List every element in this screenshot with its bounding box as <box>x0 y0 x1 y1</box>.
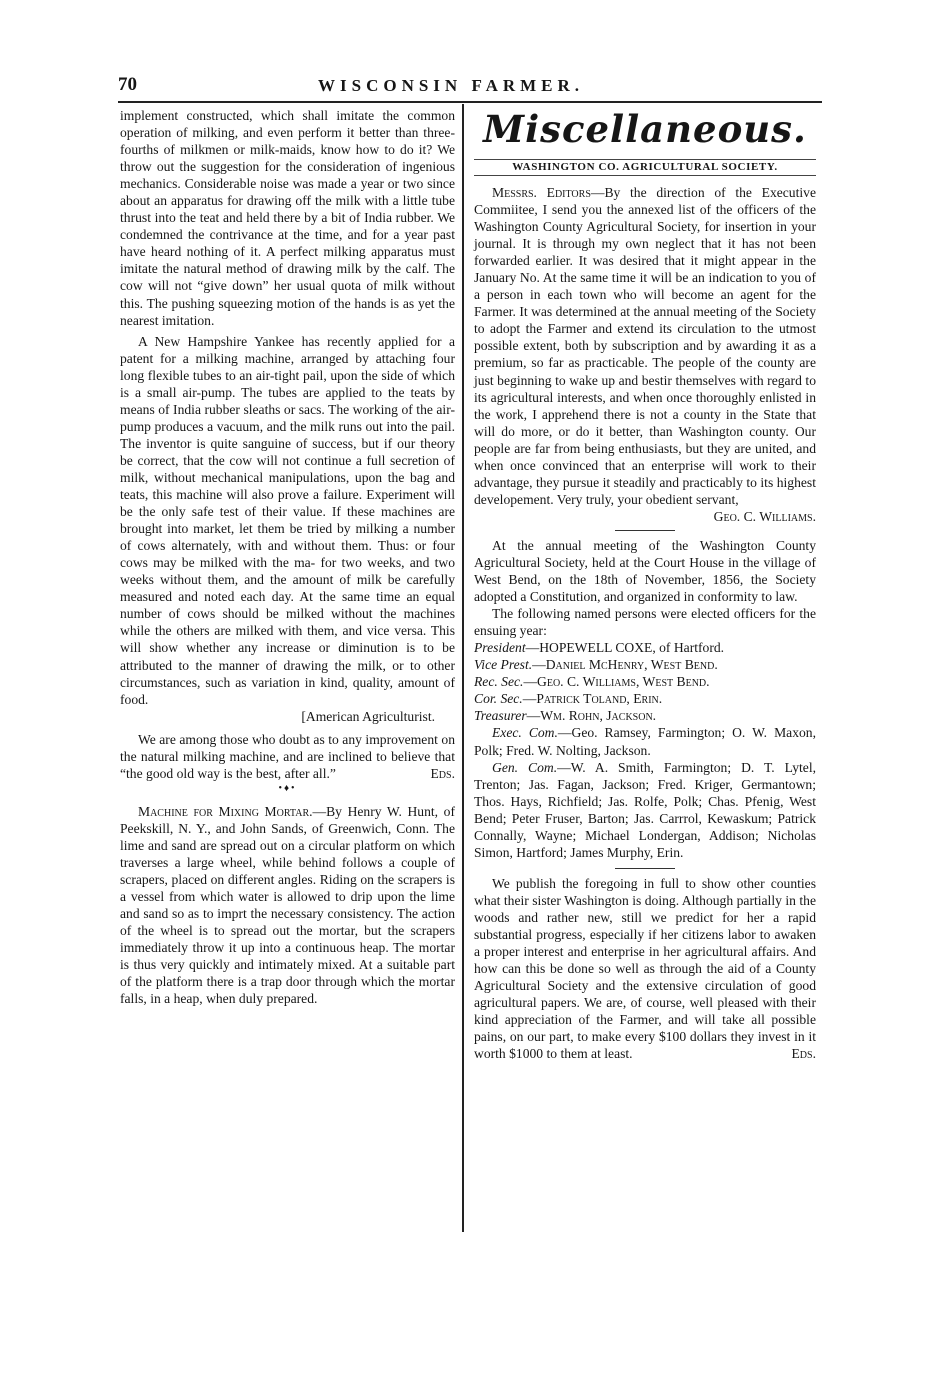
letter-salutation: Messrs. Editors <box>492 185 591 200</box>
section-title: Miscellaneous. <box>483 107 807 151</box>
exec-text: —Geo. Ramsey, Farmington; O. W. Maxon, Polk; Fred. W. Nolting, Jackson. <box>474 725 817 758</box>
society-subhead: WASHINGTON CO. AGRICULTURAL SOCIETY. <box>474 159 816 176</box>
officer-role: Vice Prest. <box>474 657 533 673</box>
officer-text: —Patrick Toland, Erin. <box>522 691 663 707</box>
column-divider <box>462 104 464 1232</box>
page-header <box>118 74 816 98</box>
editors-comment-text: We are among those who doubt as to any improvement on the natural milking machine, and are inclined to believe that “the good old way is the best, after all.” <box>120 731 455 781</box>
mortar-machine-article <box>120 803 455 1008</box>
exec-role: Exec. Com. <box>492 725 558 741</box>
editorial-paragraph <box>474 875 816 1063</box>
officer-cor-sec <box>474 690 816 707</box>
officer-role: President <box>474 640 526 656</box>
section-ornament: •♦• <box>278 782 297 794</box>
officer-rec-sec <box>474 673 816 690</box>
separator-rule <box>615 868 675 869</box>
header-rule <box>118 101 822 103</box>
gen-role: Gen. Com. <box>492 759 558 775</box>
mortar-machine-heading: Machine for Mixing Mortar. <box>138 803 313 819</box>
milking-machine-paragraph: A New Hampshire Yankee has recently applied for a patent for a milking machine, arranged by attaching four long flexible tubes to an air-tight pail, upon the side of which is a small air-pump. The tubes are applied to the teats by means of India rubber sleaths or sacs. The working of the air-pump produces a vacuum, and the milk runs out into the pail. The inventor is quite sanguine of success, but if our theory be correct, that the cow will not continue a full secretion of milk, without mechanical manipulations, upon the bag and teats, this machine will also prove a failure. Experiment will be the only safe test of their value. If these machines are brought into market, let them be tried by milking a number of cows alternately, with and without them. Thus: or four cows may be milked with the ma- for two weeks, and two weeks without them, and the amount of milk be carefully measured and noted each day. At the same time an equal number of cows should be milked without the machines while the others are milked with them, and vice versa. This will show whether any increase or diminution is to be attributed to the manner of drawing the milk, or to other circumstances, such as variation in kind, quality, amount of food. <box>120 333 455 707</box>
officer-text: —Wm. Rohn, Jackson. <box>526 708 657 724</box>
meeting-paragraph: At the annual meeting of the Washington County Agricultural Society, held at the Court House in the village of West Bend, on the 18th of November, 1856, the Society adopted a Constitution, and organized in conformity to law. <box>474 537 816 605</box>
letter-paragraph <box>474 184 816 508</box>
editorial-text: We publish the foregoing in full to show other counties what their sister Washington is doing. Although partially in the woods and rather new, still we predict for her a rapid substantial progress, especially if her citizens labor to awaken a proper interest and enterprise in her agricultural affairs. And how can this be done so well as through the aid of a County Agricultural Society and the extensive circulation of good agricultural papers. We are, of course, well pleased with their kind appreciation of the Farmer, and will take all possible pains, on our part, to make every $100 dollars they invest in it worth $1000 to them at least. <box>474 875 816 1062</box>
mortar-machine-text: —By Henry W. Hunt, of Peekskill, N. Y., and John Sands, of Greenwich, Conn. The lime and sand are spread out on a circular platform on which traverses a large wheel, while behind follows a couple of scrapers, placed on different angles. Riding on the scrapers is a vessel from which water is allowed to drip upon the lime and sand so as to imprt the necessary consistency. The action of the wheel is to spread out the mortar, but the scrapers immediately throw it up into a continuous heap. The mortar is thus very quickly and intimately mixed. At a suitable part of the platform there is a trap door through which the mortar falls, in a heap, when duly prepared. <box>120 803 455 1007</box>
officer-role: Cor. Sec. <box>474 691 523 707</box>
left-column <box>120 107 455 1007</box>
officer-text: —Daniel McHenry, West Bend. <box>532 657 718 673</box>
following-paragraph: The following named persons were elected officers for the ensuing year: <box>474 606 816 639</box>
article-source: [American Agriculturist. <box>301 708 435 724</box>
editors-signature: Eds. <box>430 765 455 781</box>
officer-role: Treasurer <box>474 708 527 724</box>
general-committee <box>474 759 816 861</box>
letter-text: —By the direction of the Executive Commiitee, I send you the annexed list of the officers of the Washington County Agricultural Society, for insertion in your journal. It is through my own neglect that it has not been forwarded earlier. It was desired that it might appear in the January No. At the same time it will be an indication to you of a person in each town who will become an agent for the Farmer. It was determined at the annual meeting of the Society to adopt the Farmer and extend its circulation to the utmost possible extent, both by subscription and by awarding it as a premium, so far as practicable. The people of the county are just beginning to wake up and bestir themselves with regard to its agricultural interests, and when once thoroughly enlisted in the work, I apprehend there is not a county in the State that will do more, or do it better, than Washington county. Our people are far from being enthusiasts, but they are united, and when once convinced that an enterprise will work to their advantage, they pursue it steadily and practicably to its highest developement. Very truly, your obedient servant, <box>474 185 816 507</box>
letter-signature: Geo. C. Williams. <box>713 508 816 524</box>
milking-article-continued: implement constructed, which shall imitate the common operation of milking, and even perform it better than three-fourths of milkmen or milk-maids, know how to do it? We throw out the suggestion for the consideration of ingenious mechanics. Considerable noise was made a year or two since about an apparatus for drawing off the milk with a little tube thrust into the teat and held there by a bit of India rubber. We condemned the contrivance at the time, and for a year past have heard nothing of it. A perfect milking apparatus must imitate the natural method of drawing milk by the calf. The cow will not “give down” her usual quota of milk without this. The pushing squeezing motion of the hands is as yet the nearest imitation. <box>120 108 455 328</box>
officer-treasurer <box>474 707 816 724</box>
separator-rule <box>615 530 675 531</box>
editorial-signature: Eds. <box>791 1046 816 1062</box>
executive-committee <box>474 724 816 758</box>
gen-text: —W. A. Smith, Farmington; D. T. Lytel, Trenton; Jas. Fagan, Jackson; Fred. Kriger, Germantown; Thos. Hays, Richfield; Jas. Rolfe, Polk; Chas. Pfenig, West Bend; Peter Fruser, Barton; Jas. Carrrol, Kewaskum; Patrick Connally, Wayne; Michael Londergan, Addison; Nicholas Simon, Hartford; James Murphy, Erin. <box>474 759 816 860</box>
running-head: WISCONSIN FARMER. <box>318 76 585 95</box>
officer-president <box>474 639 816 656</box>
officer-vice-president <box>474 656 816 673</box>
editors-comment <box>120 731 455 782</box>
officer-role: Rec. Sec. <box>474 674 524 690</box>
officer-text: —Geo. C. Williams, West Bend. <box>523 674 710 690</box>
right-column <box>474 107 816 1062</box>
officer-text: —HOPEWELL COXE, of Hartford. <box>525 640 725 656</box>
page-number: 70 <box>118 74 137 95</box>
